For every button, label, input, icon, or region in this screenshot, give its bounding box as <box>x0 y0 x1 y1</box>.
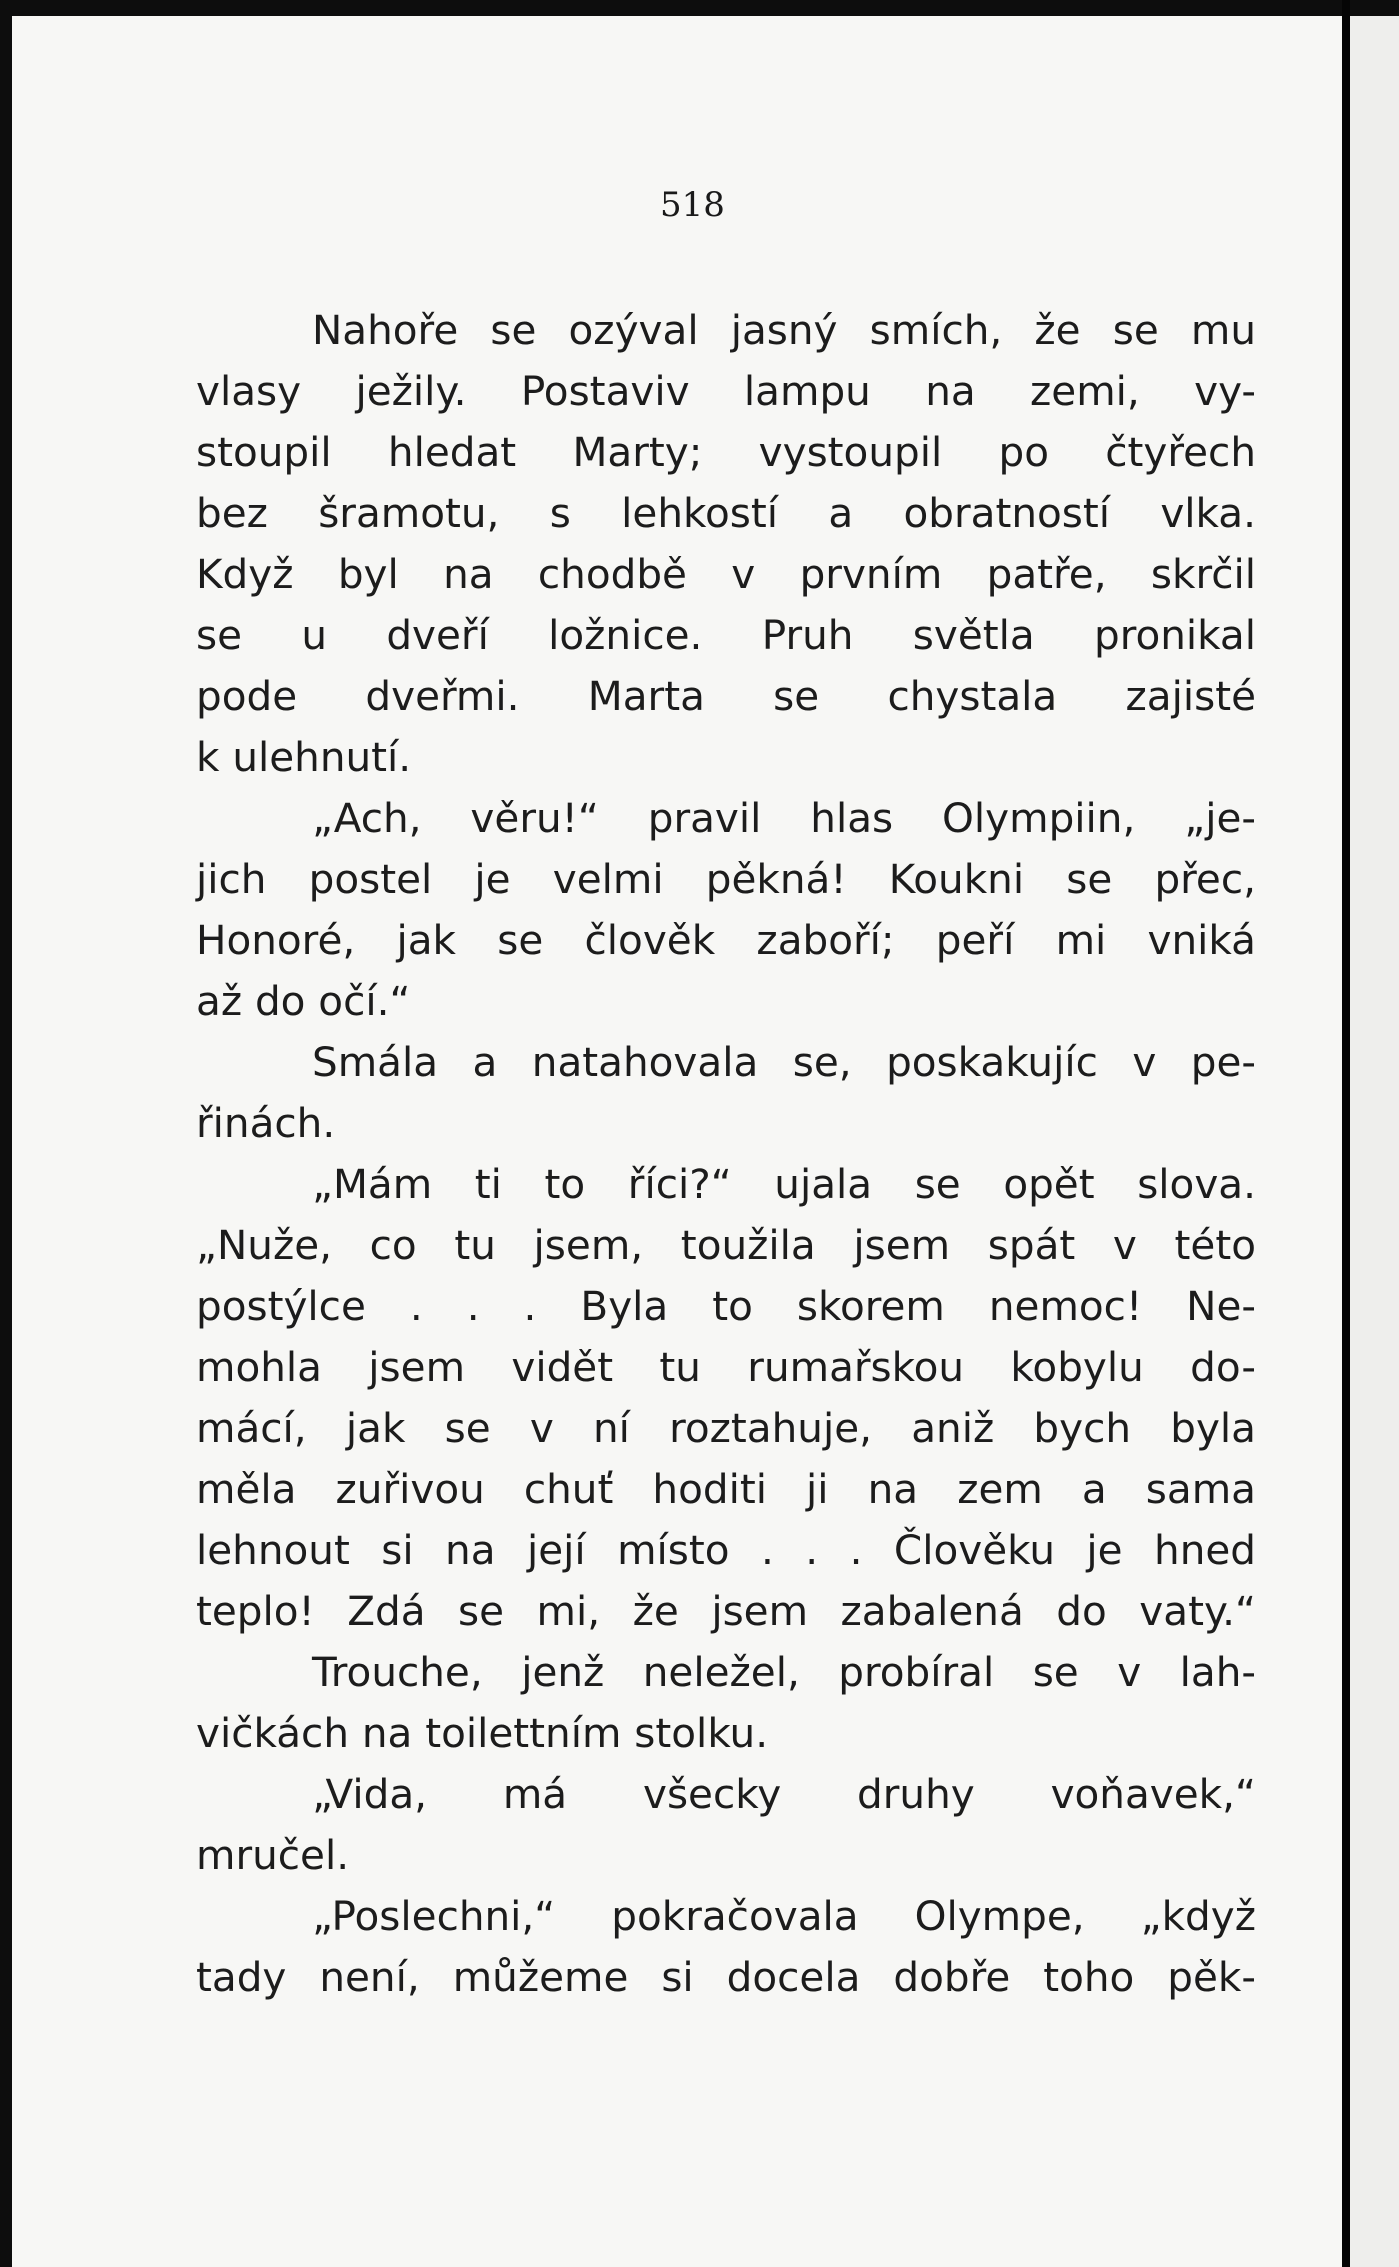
text-line: lehnout si na její místo . . . Člověku je hned <box>196 1526 1256 1574</box>
text-line: vlasy ježily. Postaviv lampu na zemi, vy- <box>196 367 1256 415</box>
text-line: stoupil hledat Marty; vystoupil po čtyřech <box>196 428 1256 476</box>
text-line: mohla jsem vidět tu rumařskou kobylu do- <box>196 1343 1256 1391</box>
text-line: až do očí.“ <box>196 977 411 1025</box>
text-line: teplo! Zdá se mi, že jsem zabalená do vaty.“ <box>196 1587 1256 1635</box>
text-line: se u dveří ložnice. Pruh světla pronikal <box>196 611 1256 659</box>
text-line: „Ach, věru!“ pravil hlas Olympiin, „je- <box>312 794 1256 842</box>
text-line: mručel. <box>196 1831 350 1879</box>
text-line: mácí, jak se v ní roztahuje, aniž bych byla <box>196 1404 1256 1452</box>
text-line: Trouche, jenž neležel, probíral se v lah- <box>312 1648 1256 1696</box>
page-number: 518 <box>660 185 725 225</box>
text-line: jich postel je velmi pěkná! Koukni se přec, <box>196 855 1256 903</box>
text-line: pode dveřmi. Marta se chystala zajisté <box>196 672 1256 720</box>
text-line: „Poslechni,“ pokračovala Olympe, „když <box>312 1892 1256 1940</box>
body-text <box>196 300 1256 2008</box>
text-line: Když byl na chodbě v prvním patře, skrčil <box>196 550 1256 598</box>
text-line: Smála a natahovala se, poskakujíc v pe- <box>312 1038 1256 1086</box>
text-line: řinách. <box>196 1099 336 1147</box>
text-line: měla zuřivou chuť hoditi ji na zem a sama <box>196 1465 1256 1513</box>
next-page-edge <box>1350 16 1399 2267</box>
text-line: k ulehnutí. <box>196 733 412 781</box>
text-line: tady není, můžeme si docela dobře toho pěk- <box>196 1953 1256 2001</box>
binding-edge <box>1342 0 1350 2267</box>
text-line: „Vida, má všecky druhy voňavek,“ <box>312 1770 1256 1818</box>
text-line: „Mám ti to říci?“ ujala se opět slova. <box>312 1160 1256 1208</box>
text-line: Nahoře se ozýval jasný smích, že se mu <box>312 306 1256 354</box>
text-line: vičkách na toilettním stolku. <box>196 1709 769 1757</box>
text-line: bez šramotu, s lehkostí a obratností vlka. <box>196 489 1256 537</box>
text-line: „Nuže, co tu jsem, toužila jsem spát v této <box>196 1221 1256 1269</box>
text-line: postýlce . . . Byla to skorem nemoc! Ne- <box>196 1282 1256 1330</box>
text-line: Honoré, jak se člověk zaboří; peří mi vniká <box>196 916 1256 964</box>
